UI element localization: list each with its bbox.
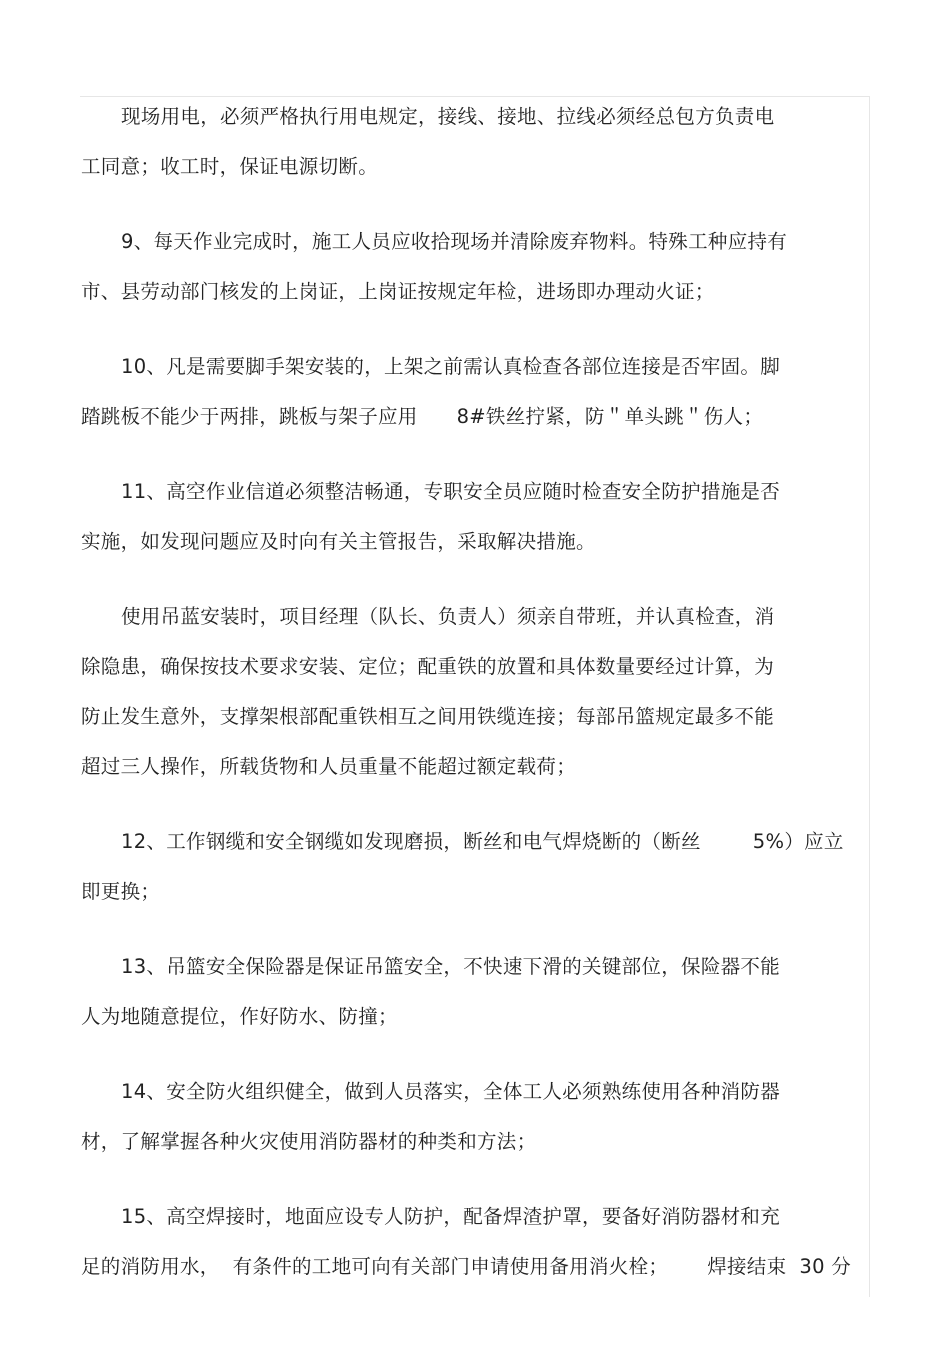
paragraph-line: 使用吊蓝安装时，项目经理（队长、负责人）须亲自带班，并认真检查，消 xyxy=(121,605,775,628)
paragraph-line: 市、县劳动部门核发的上岗证，上岗证按规定年检，进场即办理动火证； xyxy=(81,280,715,303)
paragraph-line: 踏跳板不能少于两排，跳板与架子应用 8#铁丝拧紧，防＂单头跳＂伤人； xyxy=(81,405,764,428)
page-frame xyxy=(80,96,870,1297)
paragraph-line: 9、每天作业完成时，施工人员应收拾现场并清除废弃物料。特殊工种应持有 xyxy=(121,230,788,253)
paragraph-line: 现场用电，必须严格执行用电规定，接线、接地、拉线必须经总包方负责电 xyxy=(121,105,775,128)
paragraph-line: 15、高空焊接时，地面应设专人防护，配备焊渣护罩，要备好消防器材和充 xyxy=(121,1205,781,1228)
paragraph-line: 11、高空作业信道必须整洁畅通，专职安全员应随时检查安全防护措施是否 xyxy=(121,480,781,503)
paragraph-line: 除隐患，确保按技术要求安装、定位；配重铁的放置和具体数量要经过计算，为 xyxy=(81,655,775,678)
paragraph-line: 12、工作钢缆和安全钢缆如发现磨损，断丝和电气焊烧断的（断丝 5%）应立 xyxy=(121,830,844,853)
paragraph-line: 实施，如发现问题应及时向有关主管报告，采取解决措施。 xyxy=(81,530,596,553)
paragraph-line: 超过三人操作，所载货物和人员重量不能超过额定载荷； xyxy=(81,755,577,778)
paragraph-line: 13、吊篮安全保险器是保证吊篮安全，不快速下滑的关键部位，保险器不能 xyxy=(121,955,781,978)
paragraph-line: 工同意；收工时，保证电源切断。 xyxy=(81,155,379,178)
paragraph-line: 14、安全防火组织健全，做到人员落实，全体工人必须熟练使用各种消防器 xyxy=(121,1080,781,1103)
paragraph-line: 材，了解掌握各种火灾使用消防器材的种类和方法； xyxy=(81,1130,537,1153)
paragraph-line: 即更换； xyxy=(81,880,161,903)
paragraph-line: 足的消防用水， 有条件的工地可向有关部门申请使用备用消火栓； 焊接结束 30 分 xyxy=(81,1255,852,1278)
paragraph-line: 人为地随意提位，作好防水、防撞； xyxy=(81,1005,398,1028)
paragraph-line: 防止发生意外，支撑架根部配重铁相互之间用铁缆连接；每部吊篮规定最多不能 xyxy=(81,705,775,728)
paragraph-line: 10、凡是需要脚手架安装的，上架之前需认真检查各部位连接是否牢固。脚 xyxy=(121,355,781,378)
